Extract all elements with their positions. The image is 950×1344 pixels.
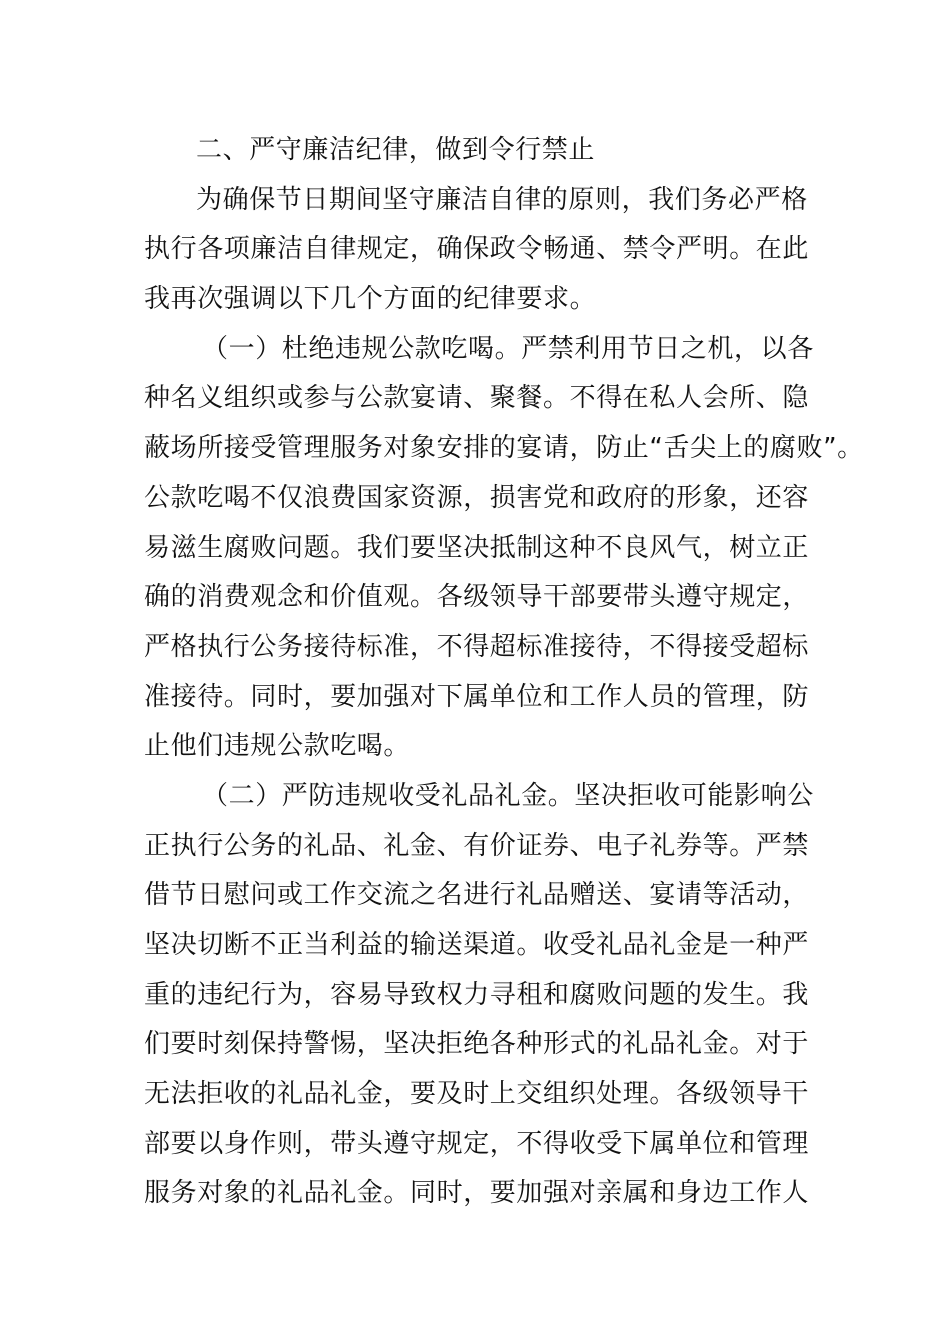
paragraph-line: 重的违纪行为，容易导致权力寻租和腐败问题的发生。我 <box>144 979 810 1010</box>
paragraph-line: 准接待。同时，要加强对下属单位和工作人员的管理，防 <box>144 681 810 712</box>
paragraph-line: 止他们违规公款吃喝。 <box>144 731 411 762</box>
paragraph-line: 无法拒收的礼品礼金，要及时上交组织处理。各级领导干 <box>144 1079 810 1110</box>
paragraph-line: 确的消费观念和价值观。各级领导干部要带头遵守规定， <box>144 582 810 613</box>
subsection-heading-line: （二）严防违规收受礼品礼金。坚决拒收可能影响公 <box>202 780 814 811</box>
subsection-heading-line: （一）杜绝违规公款吃喝。严禁利用节日之机，以各 <box>202 333 814 364</box>
document-body <box>144 126 864 1219</box>
paragraph-line: 部要以身作则，带头遵守规定，不得收受下属单位和管理 <box>144 1128 810 1159</box>
paragraph-line: 为确保节日期间坚守廉洁自律的原则，我们务必严格 <box>196 184 808 215</box>
paragraph-line: 服务对象的礼品礼金。同时，要加强对亲属和身边工作人 <box>144 1178 810 1209</box>
paragraph-line: 正执行公务的礼品、礼金、有价证券、电子礼券等。严禁 <box>144 830 810 861</box>
paragraph-line: 坚决切断不正当利益的输送渠道。收受礼品礼金是一种严 <box>144 930 810 960</box>
paragraph-line: 借节日慰问或工作交流之名进行礼品赠送、宴请等活动， <box>144 880 810 911</box>
paragraph-line: 严格执行公务接待标准，不得超标准接待，不得接受超标 <box>144 631 810 662</box>
section-heading: 二、严守廉洁纪律，做到令行禁止 <box>196 135 596 165</box>
paragraph-line: 们要时刻保持警惕，坚决拒绝各种形式的礼品礼金。对于 <box>144 1029 810 1060</box>
paragraph-line: 我再次强调以下几个方面的纪律要求。 <box>144 284 597 315</box>
paragraph-line: 易滋生腐败问题。我们要坚决抵制这种不良风气，树立正 <box>144 532 810 563</box>
paragraph-line: 蔽场所接受管理服务对象安排的宴请，防止“舌尖上的腐败”。 <box>144 433 864 464</box>
paragraph-line: 种名义组织或参与公款宴请、聚餐。不得在私人会所、隐 <box>144 383 810 414</box>
paragraph-line: 公款吃喝不仅浪费国家资源，损害党和政府的形象，还容 <box>144 482 810 513</box>
paragraph-line: 执行各项廉洁自律规定，确保政令畅通、禁令严明。在此 <box>144 234 810 265</box>
